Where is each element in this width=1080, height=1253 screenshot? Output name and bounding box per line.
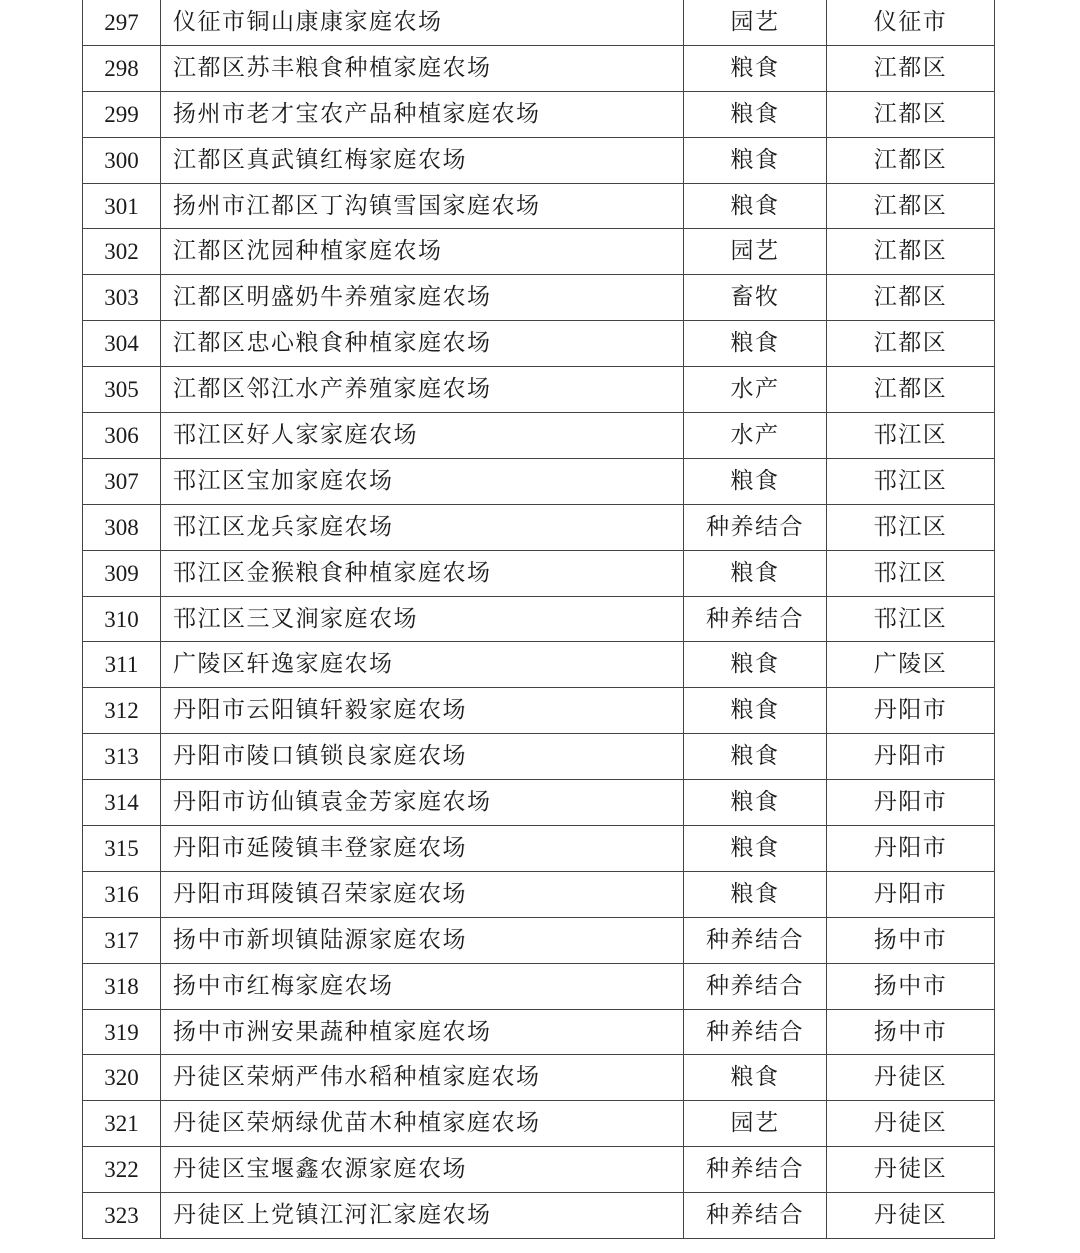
table-row [83, 229, 995, 275]
region-cell: 扬中市 [827, 963, 995, 1009]
farm-name-cell: 江都区苏丰粮食种植家庭农场 [161, 45, 684, 91]
farm-type-cell: 粮食 [684, 550, 827, 596]
region-cell: 邗江区 [827, 413, 995, 459]
table-row [83, 275, 995, 321]
farm-type-cell: 粮食 [684, 137, 827, 183]
region-cell: 江都区 [827, 137, 995, 183]
farm-name-cell: 丹徒区宝堰鑫农源家庭农场 [161, 1147, 684, 1193]
row-number-cell: 297 [83, 0, 161, 45]
row-number-cell: 298 [83, 45, 161, 91]
row-number-cell: 305 [83, 367, 161, 413]
farm-type-cell: 水产 [684, 413, 827, 459]
row-number-cell: 303 [83, 275, 161, 321]
farm-type-cell: 种养结合 [684, 596, 827, 642]
region-cell: 江都区 [827, 91, 995, 137]
row-number-cell: 310 [83, 596, 161, 642]
region-cell: 江都区 [827, 229, 995, 275]
farm-name-cell: 丹阳市云阳镇轩毅家庭农场 [161, 688, 684, 734]
farm-name-cell: 扬中市红梅家庭农场 [161, 963, 684, 1009]
row-number-cell: 299 [83, 91, 161, 137]
farm-type-cell: 粮食 [684, 826, 827, 872]
row-number-cell: 321 [83, 1101, 161, 1147]
table-row [83, 367, 995, 413]
farm-type-cell: 粮食 [684, 734, 827, 780]
farm-name-cell: 丹阳市珥陵镇召荣家庭农场 [161, 871, 684, 917]
farm-name-cell: 广陵区轩逸家庭农场 [161, 642, 684, 688]
farm-type-cell: 种养结合 [684, 1147, 827, 1193]
region-cell: 江都区 [827, 321, 995, 367]
table-row [83, 137, 995, 183]
table-row [83, 826, 995, 872]
farm-type-cell: 粮食 [684, 45, 827, 91]
row-number-cell: 317 [83, 917, 161, 963]
farm-type-cell: 园艺 [684, 1101, 827, 1147]
region-cell: 丹阳市 [827, 780, 995, 826]
farm-type-cell: 粮食 [684, 183, 827, 229]
family-farm-table [82, 0, 995, 1239]
farm-name-cell: 邗江区龙兵家庭农场 [161, 504, 684, 550]
region-cell: 丹阳市 [827, 688, 995, 734]
region-cell: 丹阳市 [827, 826, 995, 872]
farm-name-cell: 扬州市江都区丁沟镇雪国家庭农场 [161, 183, 684, 229]
row-number-cell: 312 [83, 688, 161, 734]
table-row [83, 1009, 995, 1055]
row-number-cell: 306 [83, 413, 161, 459]
region-cell: 广陵区 [827, 642, 995, 688]
row-number-cell: 323 [83, 1193, 161, 1239]
row-number-cell: 320 [83, 1055, 161, 1101]
farm-name-cell: 江都区忠心粮食种植家庭农场 [161, 321, 684, 367]
region-cell: 仪征市 [827, 0, 995, 45]
farm-type-cell: 粮食 [684, 780, 827, 826]
table-row [83, 321, 995, 367]
farm-type-cell: 粮食 [684, 91, 827, 137]
table-row [83, 550, 995, 596]
table-row [83, 871, 995, 917]
row-number-cell: 311 [83, 642, 161, 688]
farm-type-cell: 种养结合 [684, 504, 827, 550]
table-row [83, 963, 995, 1009]
row-number-cell: 316 [83, 871, 161, 917]
row-number-cell: 307 [83, 458, 161, 504]
table-row [83, 0, 995, 45]
farm-name-cell: 江都区邻江水产养殖家庭农场 [161, 367, 684, 413]
table-row [83, 734, 995, 780]
region-cell: 邗江区 [827, 596, 995, 642]
table-row [83, 45, 995, 91]
table-row [83, 596, 995, 642]
table-row [83, 1055, 995, 1101]
farm-type-cell: 水产 [684, 367, 827, 413]
region-cell: 丹徒区 [827, 1193, 995, 1239]
table-row [83, 642, 995, 688]
region-cell: 江都区 [827, 275, 995, 321]
region-cell: 丹徒区 [827, 1147, 995, 1193]
farm-type-cell: 粮食 [684, 688, 827, 734]
table-body [83, 0, 995, 1239]
row-number-cell: 318 [83, 963, 161, 1009]
farm-type-cell: 园艺 [684, 229, 827, 275]
row-number-cell: 301 [83, 183, 161, 229]
region-cell: 江都区 [827, 45, 995, 91]
table-row [83, 688, 995, 734]
farm-name-cell: 丹阳市延陵镇丰登家庭农场 [161, 826, 684, 872]
farm-name-cell: 江都区真武镇红梅家庭农场 [161, 137, 684, 183]
farm-name-cell: 丹徒区荣炳绿优苗木种植家庭农场 [161, 1101, 684, 1147]
farm-name-cell: 邗江区宝加家庭农场 [161, 458, 684, 504]
farm-name-cell: 邗江区好人家家庭农场 [161, 413, 684, 459]
table-row [83, 183, 995, 229]
table-row [83, 1147, 995, 1193]
row-number-cell: 322 [83, 1147, 161, 1193]
farm-type-cell: 种养结合 [684, 1009, 827, 1055]
region-cell: 邗江区 [827, 458, 995, 504]
region-cell: 丹徒区 [827, 1055, 995, 1101]
farm-name-cell: 邗江区金猴粮食种植家庭农场 [161, 550, 684, 596]
region-cell: 江都区 [827, 183, 995, 229]
row-number-cell: 302 [83, 229, 161, 275]
region-cell: 丹徒区 [827, 1101, 995, 1147]
row-number-cell: 313 [83, 734, 161, 780]
region-cell: 邗江区 [827, 504, 995, 550]
row-number-cell: 309 [83, 550, 161, 596]
table-row [83, 504, 995, 550]
region-cell: 扬中市 [827, 1009, 995, 1055]
row-number-cell: 319 [83, 1009, 161, 1055]
farm-name-cell: 扬中市新坝镇陆源家庭农场 [161, 917, 684, 963]
farm-name-cell: 丹徒区荣炳严伟水稻种植家庭农场 [161, 1055, 684, 1101]
row-number-cell: 315 [83, 826, 161, 872]
farm-name-cell: 扬中市洲安果蔬种植家庭农场 [161, 1009, 684, 1055]
table-row [83, 1193, 995, 1239]
row-number-cell: 308 [83, 504, 161, 550]
farm-name-cell: 江都区明盛奶牛养殖家庭农场 [161, 275, 684, 321]
row-number-cell: 314 [83, 780, 161, 826]
farm-type-cell: 粮食 [684, 871, 827, 917]
region-cell: 丹阳市 [827, 734, 995, 780]
farm-name-cell: 邗江区三叉涧家庭农场 [161, 596, 684, 642]
region-cell: 邗江区 [827, 550, 995, 596]
farm-type-cell: 种养结合 [684, 1193, 827, 1239]
row-number-cell: 300 [83, 137, 161, 183]
farm-type-cell: 粮食 [684, 321, 827, 367]
table-row [83, 413, 995, 459]
farm-type-cell: 粮食 [684, 458, 827, 504]
region-cell: 江都区 [827, 367, 995, 413]
row-number-cell: 304 [83, 321, 161, 367]
farm-type-cell: 种养结合 [684, 917, 827, 963]
farm-name-cell: 丹阳市陵口镇锁良家庭农场 [161, 734, 684, 780]
region-cell: 扬中市 [827, 917, 995, 963]
table-row [83, 91, 995, 137]
farm-type-cell: 种养结合 [684, 963, 827, 1009]
farm-name-cell: 丹徒区上党镇江河汇家庭农场 [161, 1193, 684, 1239]
table-row [83, 458, 995, 504]
farm-name-cell: 扬州市老才宝农产品种植家庭农场 [161, 91, 684, 137]
farm-name-cell: 江都区沈园种植家庭农场 [161, 229, 684, 275]
table-row [83, 780, 995, 826]
region-cell: 丹阳市 [827, 871, 995, 917]
farm-type-cell: 粮食 [684, 1055, 827, 1101]
farm-type-cell: 粮食 [684, 642, 827, 688]
farm-type-cell: 畜牧 [684, 275, 827, 321]
farm-name-cell: 仪征市铜山康康家庭农场 [161, 0, 684, 45]
table-row [83, 917, 995, 963]
farm-name-cell: 丹阳市访仙镇袁金芳家庭农场 [161, 780, 684, 826]
farm-type-cell: 园艺 [684, 0, 827, 45]
table-row [83, 1101, 995, 1147]
